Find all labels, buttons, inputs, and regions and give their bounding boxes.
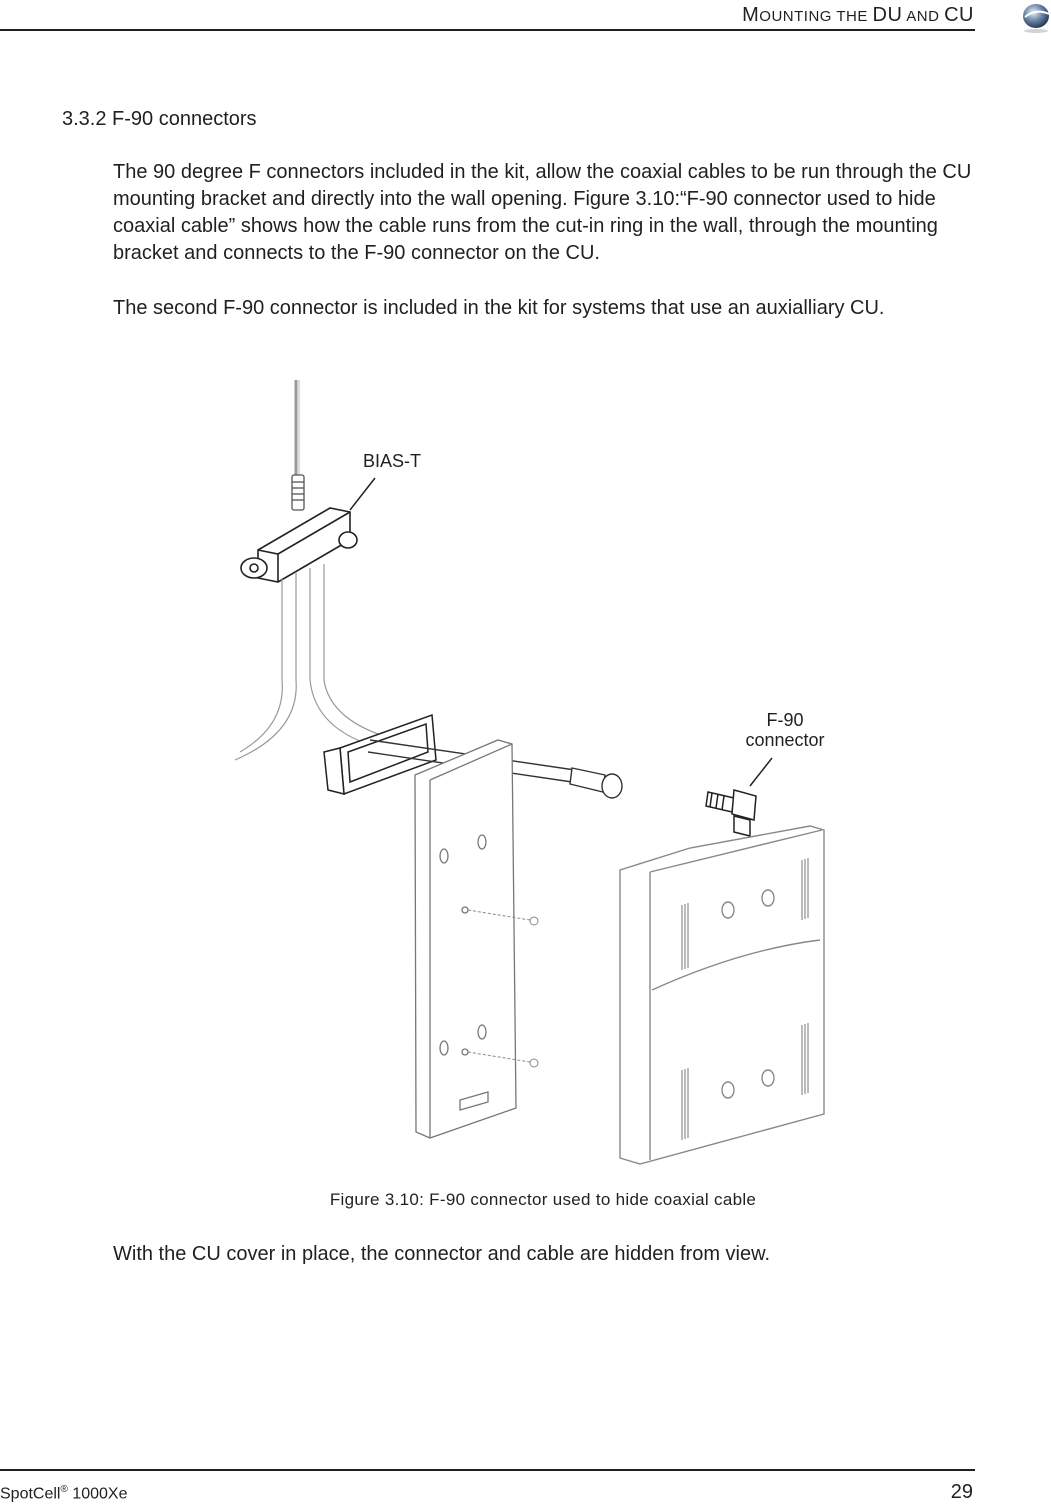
figure-caption: Figure 3.10: F-90 connector used to hide coaxial cable: [329, 1190, 757, 1209]
company-logo-icon: [1022, 0, 1051, 34]
header-initial-m: M: [742, 4, 760, 26]
callout-f90-line2: connector: [745, 730, 825, 750]
callout-f90-connector: [725, 710, 845, 750]
callout-f90-line1: F-90: [766, 710, 804, 730]
footer-registered-mark: ®: [60, 1484, 68, 1495]
f90-connector: [706, 790, 756, 836]
footer-model: 1000Xe: [67, 1485, 128, 1503]
cu-unit: [620, 826, 824, 1164]
section-heading: 3.3.2 F-90 connectors: [62, 108, 257, 130]
coax-cables-down: [235, 564, 390, 760]
figure-f90-connector-illustration: [220, 380, 860, 1170]
paragraph-second-connector: The second F-90 connector is included in the kit for systems that use an auxialliary CU.: [113, 297, 885, 319]
footer-product: SpotCell: [0, 1485, 61, 1503]
cu-mounting-bracket: [415, 740, 516, 1138]
paragraph-intro: The 90 degree F connectors included in the kit, allow the coaxial cables to be run through the CU mounting bracket and directly into the wall opening. Figure 3.10:“F-90 connector used to hide coaxial cable” shows how the cable runs from the cut-in ring in the wall, through the mounting bracket and connects to the F-90 connector on the CU.: [113, 161, 972, 264]
callout-bias-t: BIAS-T: [363, 451, 422, 471]
header-du: DU: [872, 4, 903, 26]
footer-rule: [0, 1469, 975, 1471]
page-number: 29: [950, 1481, 973, 1503]
coax-cable-top: [292, 380, 304, 510]
bias-t-device: [241, 508, 357, 582]
header-cu: CU: [944, 4, 974, 26]
footer-product-name: [0, 1484, 127, 1503]
header-smallcaps-1: OUNTING THE: [759, 8, 873, 25]
header-smallcaps-2: AND: [902, 8, 945, 25]
header-rule: [0, 29, 975, 31]
paragraph-cover: With the CU cover in place, the connector and cable are hidden from view.: [113, 1243, 771, 1265]
running-header: [742, 4, 974, 27]
bias-t-leader-line: [350, 478, 375, 510]
f90-leader-line: [750, 758, 772, 786]
